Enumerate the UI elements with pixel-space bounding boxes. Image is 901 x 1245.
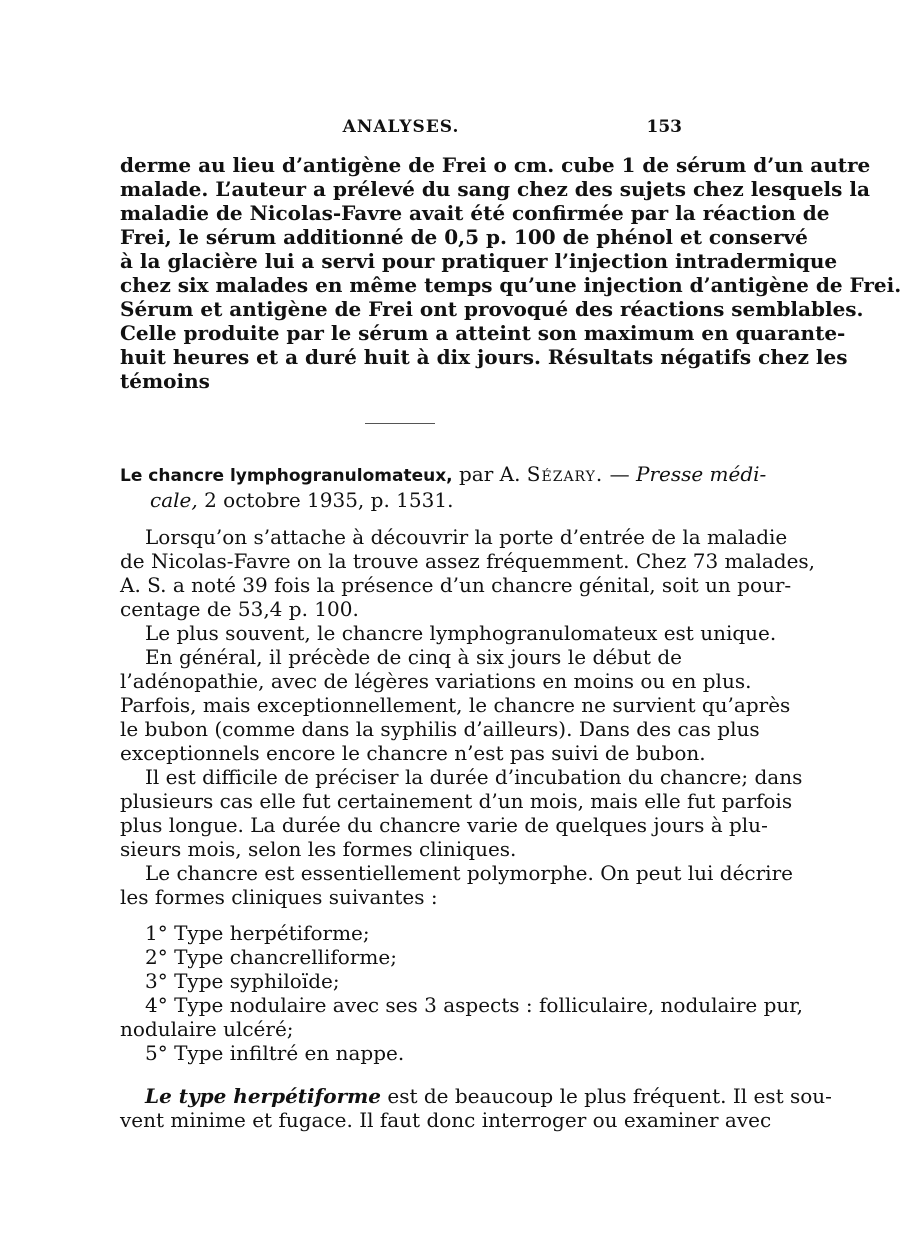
text-line: Il est difficile de préciser la durée d’incubation du chancre; dans	[145, 765, 803, 789]
reference-journal: Presse médi-	[635, 462, 767, 486]
text-span: est de beaucoup le plus fréquent. Il est sou-	[381, 1084, 832, 1108]
reference-line-2	[150, 488, 682, 512]
text-line: centage de 53,4 p. 100.	[120, 597, 359, 621]
separator-rule	[365, 423, 435, 424]
text-line: plus longue. La durée du chancre varie de quelques jours à plu-	[120, 813, 768, 837]
text-line	[145, 1084, 832, 1108]
text-line: Lorsqu’on s’attache à découvrir la porte d’entrée de la maladie	[145, 525, 788, 549]
reference-line	[120, 462, 767, 488]
text-line: derme au lieu d’antigène de Frei o cm. cube 1 de sérum d’un autre	[120, 153, 871, 177]
reference-by: par A.	[458, 462, 521, 486]
text-line: vent minime et fugace. Il faut donc interroger ou examiner avec	[120, 1108, 772, 1132]
text-line: Le plus souvent, le chancre lymphogranulomateux est unique.	[145, 621, 777, 645]
text-line: plusieurs cas elle fut certainement d’un mois, mais elle fut parfois	[120, 789, 793, 813]
reference-title: Le chancre lymphogranulomateux,	[120, 466, 453, 486]
reference-date: 2 octobre 1935, p. 1531.	[204, 488, 454, 512]
emphasis-term: Le type herpétiforme	[145, 1084, 381, 1108]
running-header	[120, 117, 682, 141]
text-line: de Nicolas-Favre on la trouve assez fréquemment. Chez 73 malades,	[120, 549, 816, 573]
list-item: 3° Type syphiloïde;	[145, 969, 340, 993]
text-line: Parfois, mais exceptionnellement, le chancre ne survient qu’après	[120, 693, 791, 717]
list-item: nodulaire ulcéré;	[120, 1017, 294, 1041]
text-line: chez six malades en même temps qu’une injection d’antigène de Frei.	[120, 273, 901, 297]
list-item: 5° Type infiltré en nappe.	[145, 1041, 405, 1065]
list-item: 2° Type chancrelliforme;	[145, 945, 397, 969]
list-item: 1° Type herpétiforme;	[145, 921, 370, 945]
text-line: malade. L’auteur a prélevé du sang chez des sujets chez lesquels la	[120, 177, 870, 201]
page-number: 153	[646, 117, 682, 137]
text-line: Celle produite par le sérum a atteint son maximum en quarante-	[120, 321, 846, 345]
text-line: exceptionnels encore le chancre n’est pas suivi de bubon.	[120, 741, 706, 765]
text-line: Sérum et antigène de Frei ont provoqué des réactions semblables.	[120, 297, 864, 321]
text-line: le bubon (comme dans la syphilis d’ailleurs). Dans des cas plus	[120, 717, 760, 741]
reference-author: Sézary.	[526, 462, 604, 486]
text-line: Le chancre est essentiellement polymorphe. On peut lui décrire	[145, 861, 793, 885]
text-line: sieurs mois, selon les formes cliniques.	[120, 837, 517, 861]
reference-journal-end: cale,	[150, 488, 198, 512]
text-line: En général, il précède de cinq à six jours le début de	[145, 645, 682, 669]
text-line: maladie de Nicolas-Favre avait été confirmée par la réaction de	[120, 201, 830, 225]
text-line: A. S. a noté 39 fois la présence d’un chancre génital, soit un pour-	[120, 573, 792, 597]
text-line: l’adénopathie, avec de légères variations en moins ou en plus.	[120, 669, 752, 693]
text-line: Frei, le sérum additionné de 0,5 p. 100 de phénol et conservé	[120, 225, 808, 249]
reference-dash: —	[609, 462, 630, 486]
text-line: à la glacière lui a servi pour pratiquer l’injection intradermique	[120, 249, 838, 273]
running-title: ANALYSES.	[342, 117, 460, 137]
text-line: les formes cliniques suivantes :	[120, 885, 438, 909]
list-item: 4° Type nodulaire avec ses 3 aspects : folliculaire, nodulaire pur,	[145, 993, 804, 1017]
text-line: témoins	[120, 369, 210, 393]
text-line: huit heures et a duré huit à dix jours. Résultats négatifs chez les	[120, 345, 848, 369]
